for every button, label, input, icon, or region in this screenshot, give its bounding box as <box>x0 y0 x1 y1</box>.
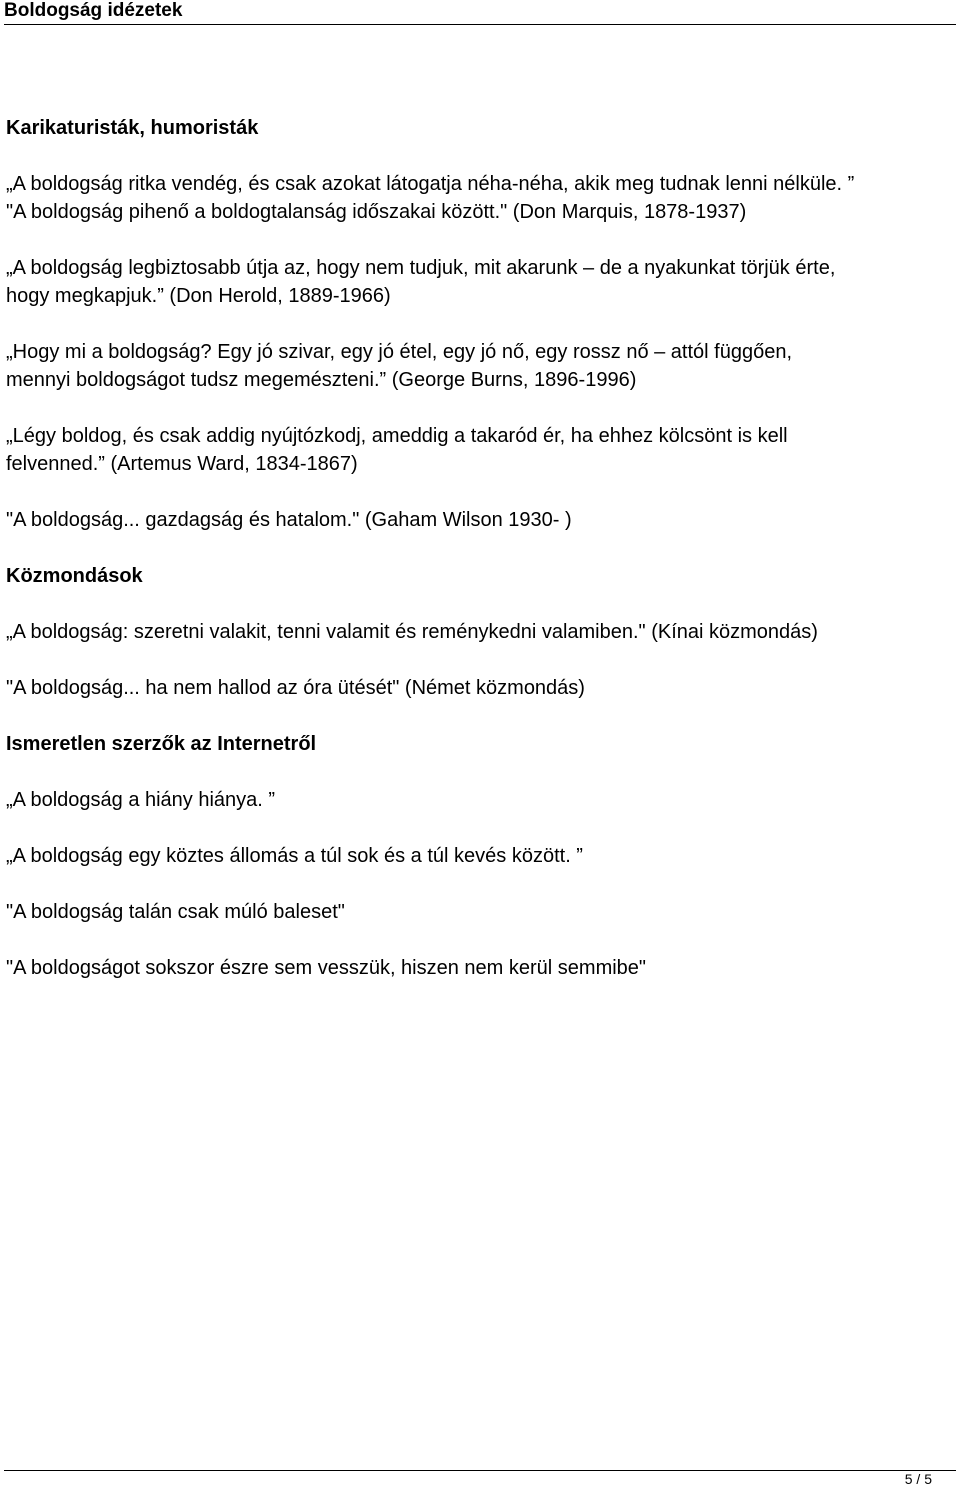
quote-line: felvenned.” (Artemus Ward, 1834-1867) <box>6 453 358 475</box>
quote-line: „A boldogság a hiány hiánya. ” <box>6 789 276 811</box>
quote-line: "A boldogság talán csak múló baleset" <box>6 901 345 923</box>
quote-line: „Hogy mi a boldogság? Egy jó szivar, egy jó étel, egy jó nő, egy rossz nő ‒ attól függően, <box>6 341 793 363</box>
page-number: 5 / 5 <box>904 1471 932 1487</box>
quote-line: „A boldogság ritka vendég, és csak azokat látogatja néha-néha, akik meg tudnak lenni nélküle. ” <box>6 173 855 195</box>
quote-line: "A boldogság... gazdagság és hatalom." (Gaham Wilson 1930- ) <box>6 509 572 531</box>
quote-line: „A boldogság: szeretni valakit, tenni valamit és reménykedni valamiben." (Kínai közmondás) <box>6 621 818 643</box>
section-heading-kozmondasok: Közmondások <box>6 565 143 587</box>
quote-line: „A boldogság egy köztes állomás a túl sok és a túl kevés között. ” <box>6 845 583 867</box>
quote-line: "A boldogság... ha nem hallod az óra ütését" (Német közmondás) <box>6 677 585 699</box>
section-heading-ismeretlen-szerzok: Ismeretlen szerzők az Internetről <box>6 733 317 755</box>
quote-line: „Légy boldog, és csak addig nyújtózkodj, ameddig a takaród ér, ha ehhez kölcsönt is kell <box>6 425 788 447</box>
header-divider <box>4 24 956 25</box>
document-header <box>0 0 960 26</box>
quote-line: „A boldogság legbiztosabb útja az, hogy nem tudjuk, mit akarunk ‒ de a nyakunkat törjük érte, <box>6 257 836 279</box>
document-title: Boldogság idézetek <box>4 0 183 21</box>
quote-line: "A boldogság pihenő a boldogtalanság időszakai között." (Don Marquis, 1878-1937) <box>6 201 747 223</box>
quote-line: mennyi boldogságot tudsz megemészteni.” (George Burns, 1896-1996) <box>6 369 637 391</box>
quote-line: hogy megkapjuk.” (Don Herold, 1889-1966) <box>6 285 391 307</box>
section-heading-karikaturistak: Karikaturisták, humoristák <box>6 117 259 139</box>
quote-line: "A boldogságot sokszor észre sem vesszük, hiszen nem kerül semmibe" <box>6 957 647 979</box>
footer-divider <box>4 1470 956 1471</box>
